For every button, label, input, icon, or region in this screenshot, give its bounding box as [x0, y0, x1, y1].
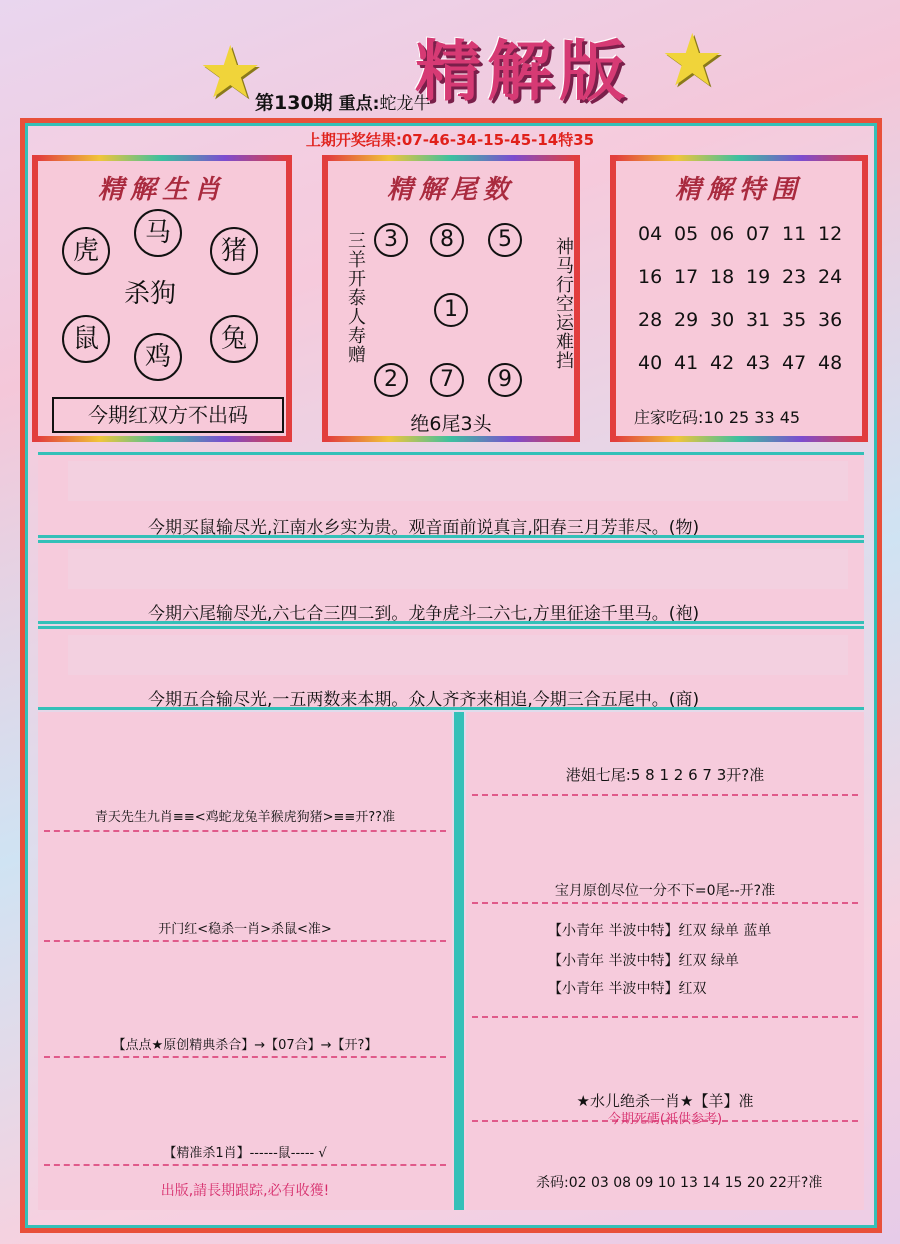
special-number: 28	[638, 309, 663, 331]
tip-line: 开门红<稳杀一肖>杀鼠<准>	[158, 922, 332, 937]
verse-row-3	[38, 626, 864, 710]
special-number: 35	[782, 309, 807, 331]
zodiac-circle: 虎	[62, 227, 110, 275]
tail-number: 7	[430, 363, 464, 397]
qingnian-line: 【小青年 半波中特】红双 绿单	[548, 953, 739, 969]
dashed-divider	[472, 1016, 858, 1018]
tail-number: 8	[430, 223, 464, 257]
column-divider	[454, 712, 464, 1210]
tail-number: 9	[488, 363, 522, 397]
special-row	[638, 256, 868, 299]
special-number: 48	[818, 352, 843, 374]
special-number: 05	[674, 223, 699, 245]
faded-strip	[68, 549, 848, 589]
verse-text: 今期五合输尽光,一五两数来本期。众人齐齐来相追,今期三合五尾中。(商)	[148, 690, 700, 710]
zodiac-note: 今期红双方不出码	[52, 397, 284, 433]
special-number: 41	[674, 352, 699, 374]
special-number: 29	[674, 309, 699, 331]
special-number: 18	[710, 266, 735, 288]
last-result: 上期开奖结果:07-46-34-15-45-14特35	[305, 131, 595, 149]
special-row	[638, 213, 868, 256]
zodiac-circle: 马	[134, 209, 182, 257]
dashed-divider	[44, 1056, 446, 1058]
special-number: 17	[674, 266, 699, 288]
special-number: 12	[818, 223, 843, 245]
special-panel-title-text: 精解特围	[674, 175, 803, 205]
qingnian-line: 【小青年 半波中特】红双	[548, 981, 707, 997]
kill-numbers: 杀码:02 03 08 09 10 13 14 15 20 22开?准	[536, 1175, 823, 1191]
dashed-divider	[472, 794, 858, 796]
special-number: 06	[710, 223, 735, 245]
tail-number: 5	[488, 223, 522, 257]
tail-bottom-text: 绝6尾3头	[410, 413, 492, 435]
baoyue-line: 宝月原创尽位一分不下=0尾--开?准	[554, 883, 776, 899]
verse-text: 今期六尾输尽光,六七合三四二到。龙争虎斗二六七,方里征途千里马。(袍)	[148, 604, 700, 624]
special-panel	[610, 155, 868, 442]
faded-strip	[68, 635, 848, 675]
tail-panel	[322, 155, 580, 442]
star-icon-right: ★	[660, 18, 725, 102]
tail-number: 2	[374, 363, 408, 397]
tail-number: 3	[374, 223, 408, 257]
special-number: 40	[638, 352, 663, 374]
faded-strip	[68, 461, 848, 501]
zodiac-circle: 猪	[210, 227, 258, 275]
special-row	[638, 342, 868, 385]
tip-line: 【点点★原创精典杀合】→【07合】→【开?】	[112, 1038, 378, 1053]
zodiac-panel	[32, 155, 292, 442]
special-grid	[638, 213, 868, 385]
special-number: 19	[746, 266, 771, 288]
verse-row-1	[38, 452, 864, 538]
tip-line: 【精准杀1肖】------鼠----- √	[163, 1146, 327, 1161]
special-number: 07	[746, 223, 771, 245]
special-number: 42	[710, 352, 735, 374]
tail-number: 1	[434, 293, 468, 327]
special-number: 04	[638, 223, 663, 245]
focus-value: 蛇龙牛	[379, 94, 431, 114]
dead-label: 今期死碼(衹供参考)	[607, 1112, 723, 1127]
star-icon-left: ★	[198, 30, 263, 114]
special-number: 47	[782, 352, 807, 374]
tip-line: 青天先生九肖≡≡<鸡蛇龙兔羊猴虎狗猪>≡≡开??准	[94, 810, 396, 825]
dashed-divider	[44, 940, 446, 942]
special-number: 36	[818, 309, 843, 331]
tail-right-verse: 神马行空运难挡	[553, 237, 574, 370]
zodiac-panel-title: 精解生肖	[97, 175, 226, 205]
verse-row-2	[38, 540, 864, 624]
tail-left-verse: 三羊开泰人寿赠	[345, 231, 366, 364]
special-number: 23	[782, 266, 807, 288]
zodiac-circle: 鸡	[134, 333, 182, 381]
tail7-line: 港姐七尾:5 8 1 2 6 7 3开?准	[565, 766, 765, 784]
zodiac-circle: 鼠	[62, 315, 110, 363]
special-number: 31	[746, 309, 771, 331]
qingnian-line: 【小青年 半波中特】红双 绿单 蓝单	[548, 923, 772, 939]
banker-numbers: 庄家吃码:10 25 33 45	[634, 408, 801, 427]
dashed-divider	[44, 1164, 446, 1166]
left-footer: 出版,請長期跟踪,必有收獲!	[160, 1183, 330, 1199]
shuier-line: ★水儿绝杀一肖★【羊】准	[576, 1092, 754, 1110]
special-number: 11	[782, 223, 807, 245]
verse-text: 今期买鼠输尽光,江南水乡实为贵。观音面前说真言,阳春三月芳菲尽。(物)	[148, 518, 700, 538]
special-panel-title	[616, 169, 862, 206]
left-tips-panel	[38, 712, 452, 1210]
special-number: 30	[710, 309, 735, 331]
page-title: 精解版	[415, 33, 631, 110]
zodiac-circle: 兔	[210, 315, 258, 363]
dashed-divider	[472, 902, 858, 904]
special-number: 24	[818, 266, 843, 288]
special-number: 43	[746, 352, 771, 374]
issue-line	[255, 88, 430, 115]
tail-panel-title: 精解尾数	[386, 175, 515, 205]
right-tips-panel	[466, 712, 864, 1210]
issue-number: 第130期	[255, 92, 333, 114]
dashed-divider	[44, 830, 446, 832]
zodiac-kill: 杀狗	[124, 279, 177, 309]
focus-label: 重点:	[338, 94, 380, 114]
special-number: 16	[638, 266, 663, 288]
special-row	[638, 299, 868, 342]
